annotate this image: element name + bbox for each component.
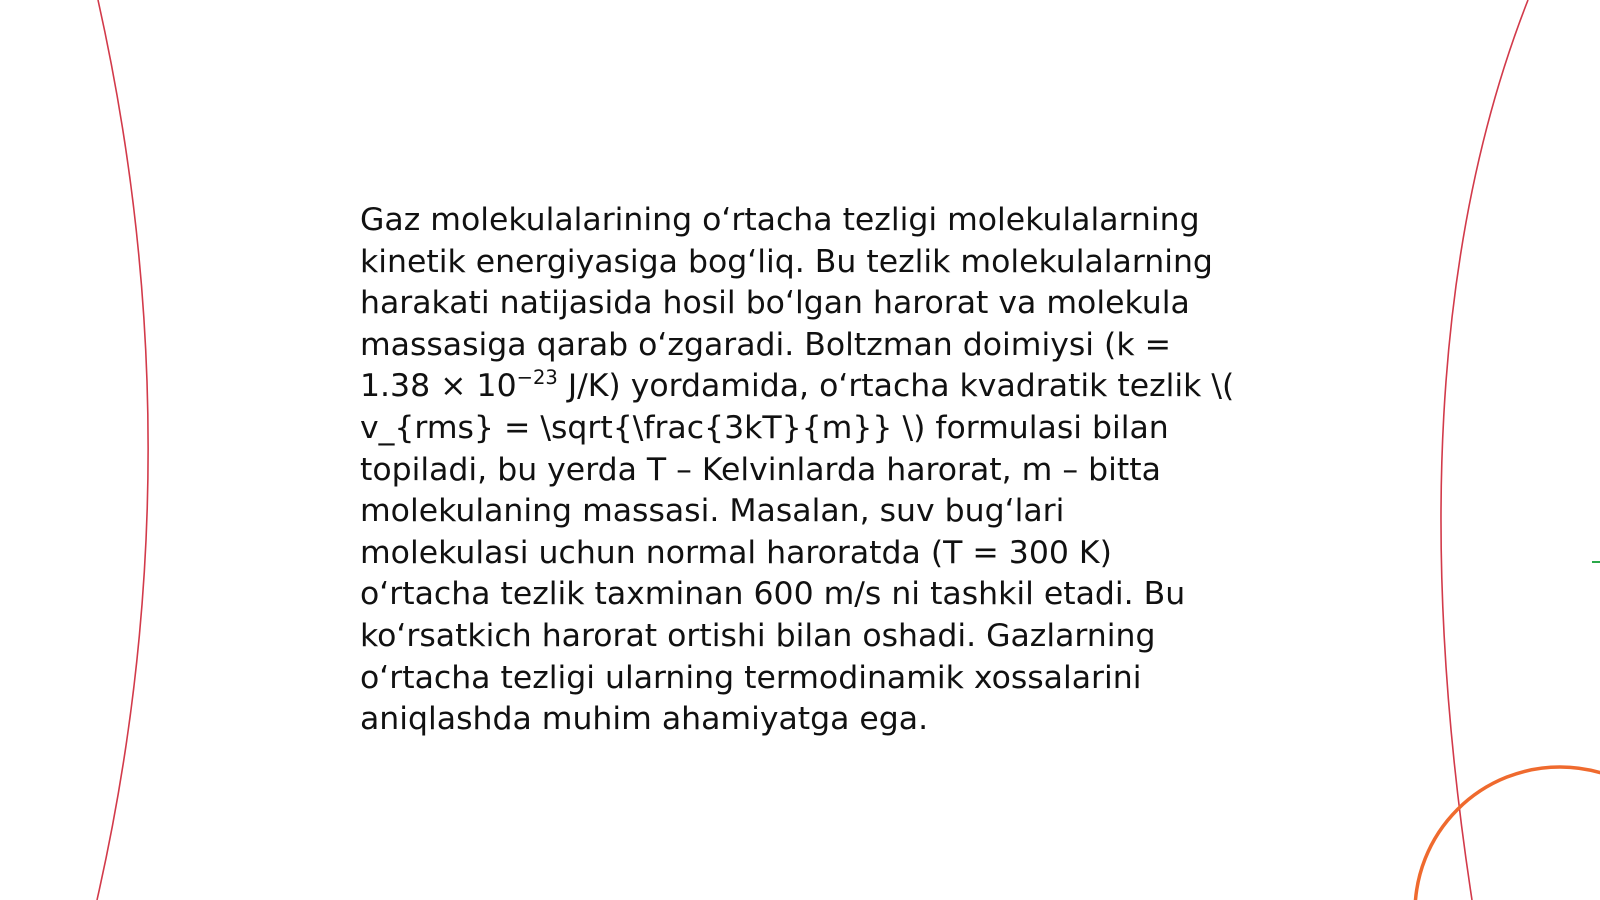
- right-curve-decoration: [1441, 0, 1528, 900]
- left-curve-decoration: [97, 0, 148, 900]
- body-paragraph: [360, 200, 1240, 741]
- paragraph-text-start: Gaz molekulalarining oʻrtacha tezligi molekulalarning kinetik energiyasiga bogʻliq. Bu tezlik molekulalarning harakati natijasida hosil boʻlgan harorat va molekula massasiga qarab oʻzgaradi. Boltzman doimiysi (k = 1.38 × 10: [360, 202, 1213, 405]
- exponent: −23: [516, 366, 558, 390]
- paragraph-text-end: J/K) yordamida, oʻrtacha kvadratik tezlik \( v_{rms} = \sqrt{\frac{3kT}{m}} \) formulasi bilan topiladi, bu yerda T – Kelvinlarda harorat, m – bitta molekulaning massasi. Masalan, suv bugʻlari molekulasi uchun normal haroratda (T = 300 K) oʻrtacha tezlik taxminan 600 m/s ni tashkil etadi. Bu koʻrsatkich harorat ortishi bilan oshadi. Gazlarning oʻrtacha tezligi ularning termodinamik xossalarini aniqlashda muhim ahamiyatga ega.: [360, 368, 1235, 738]
- orange-arc-decoration: [1415, 767, 1600, 900]
